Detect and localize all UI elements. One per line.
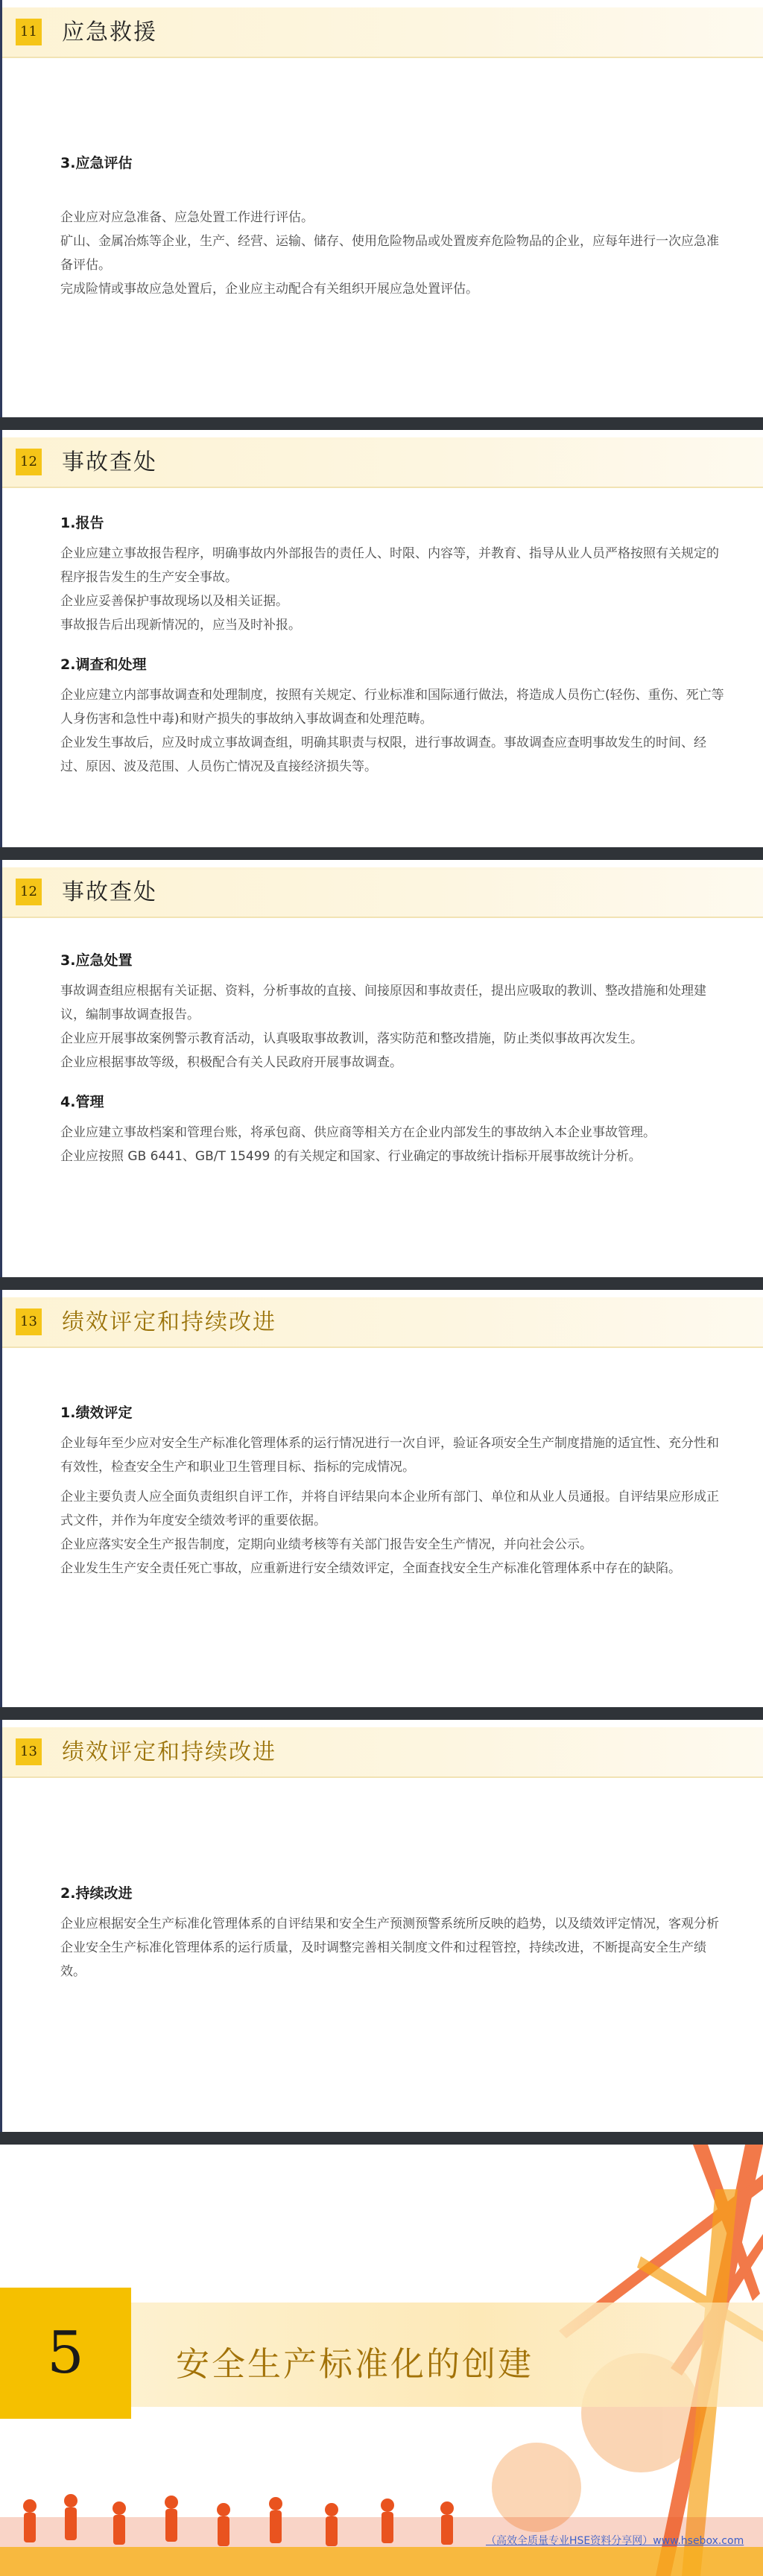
slide-12-accident-investigation xyxy=(0,430,763,847)
paragraph: 企业每年至少应对安全生产标准化管理体系的运行情况进行一次自评，验证各项安全生产制度措施的适宜性、充分性和有效性，检查安全生产和职业卫生管理目标、指标的完成情况。 xyxy=(60,1436,719,1475)
paragraph: 企业应根据事故等级，积极配合有关人民政府开展事故调查。 xyxy=(60,1055,402,1070)
paragraph: 企业主要负责人应全面负责组织自评工作，并将自评结果向本企业所有部门、单位和从业人员通报。自评结果应形成正式文件，并作为年度安全绩效考评的重要依据。 xyxy=(60,1490,719,1528)
chapter-number: 5 xyxy=(47,2320,84,2387)
section-number-badge: 11 xyxy=(16,19,42,45)
section-heading: 2.持续改进 xyxy=(60,1885,133,1902)
slide-content xyxy=(60,1882,731,1984)
slide-11-emergency-rescue xyxy=(0,0,763,417)
slide-divider xyxy=(0,1707,763,1720)
slide-title: 事故查处 xyxy=(62,879,157,905)
slide-title: 事故查处 xyxy=(62,449,157,475)
slide-content xyxy=(60,512,731,779)
paragraph: 企业应建立事故档案和管理台账，将承包商、供应商等相关方在企业内部发生的事故纳入本企业事故管理。 xyxy=(60,1125,656,1140)
slide-12-accident-investigation-cont xyxy=(0,860,763,1277)
slide-divider xyxy=(0,2132,763,2145)
paragraph: 事故调查组应根据有关证据、资料，分析事故的直接、间接原因和事故责任，提出应吸取的教训、整改措施和处理建议，编制事故调查报告。 xyxy=(60,984,706,1022)
paragraph: 企业应根据安全生产标准化管理体系的自评结果和安全生产预测预警系统所反映的趋势，以及绩效评定情况，客观分析企业安全生产标准化管理体系的运行质量，及时调整完善相关制度文件和过程管控，持续改进，不断提高安全生产绩效。 xyxy=(60,1917,719,1979)
section-number-badge: 13 xyxy=(16,1738,42,1765)
slide-divider xyxy=(0,417,763,430)
slide-content xyxy=(60,949,731,1168)
section-heading: 3.应急评估 xyxy=(60,155,133,171)
paragraph: 企业应开展事故案例警示教育活动，认真吸取事故教训，落实防范和整改措施，防止类似事故再次发生。 xyxy=(60,1031,643,1046)
section-heading: 3.应急处置 xyxy=(60,952,133,969)
paragraph: 企业应对应急准备、应急处置工作进行评估。 xyxy=(60,210,314,225)
paragraph: 矿山、金属冶炼等企业，生产、经营、运输、储存、使用危险物品或处置废弃危险物品的企业，应每年进行一次应急准备评估。 xyxy=(60,234,719,273)
paragraph: 企业应落实安全生产报告制度，定期向业绩考核等有关部门报告安全生产情况，并向社会公示。 xyxy=(60,1537,592,1552)
slide-divider xyxy=(0,847,763,860)
paragraph: 事故报告后出现新情况的，应当及时补报。 xyxy=(60,618,301,633)
paragraph: 企业应建立事故报告程序，明确事故内外部报告的责任人、时限、内容等，并教育、指导从业人员严格按照有关规定的程序报告发生的生产安全事故。 xyxy=(60,546,719,585)
slide-title: 绩效评定和持续改进 xyxy=(62,1739,276,1765)
slide-title: 应急救援 xyxy=(62,19,157,45)
slide-title: 绩效评定和持续改进 xyxy=(62,1309,276,1335)
slide-13-continuous-improvement xyxy=(0,1720,763,2137)
paragraph: 企业应妥善保护事故现场以及相关证据。 xyxy=(60,594,288,609)
section-number-badge: 12 xyxy=(16,879,42,905)
paragraph: 企业发生事故后，应及时成立事故调查组，明确其职责与权限，进行事故调查。事故调查应查明事故发生的时间、经过、原因、波及范围、人员伤亡情况及直接经济损失等。 xyxy=(60,735,706,774)
slide-13-performance-evaluation xyxy=(0,1290,763,1707)
footer-link[interactable]: （高效全质量专业HSE资料分享网）www.hsebox.com xyxy=(486,2535,744,2547)
slide-content xyxy=(60,1402,731,1580)
chapter-title-slide xyxy=(0,2145,763,2576)
section-number-badge: 13 xyxy=(16,1308,42,1335)
section-heading: 4.管理 xyxy=(60,1094,104,1110)
paragraph: 企业应建立内部事故调查和处理制度，按照有关规定、行业标准和国际通行做法，将造成人员伤亡(轻伤、重伤、死亡等人身伤害和急性中毒)和财产损失的事故纳入事故调查和处理范畴。 xyxy=(60,688,724,727)
paragraph: 企业发生生产安全责任死亡事故，应重新进行安全绩效评定，全面查找安全生产标准化管理体系中存在的缺陷。 xyxy=(60,1561,681,1576)
section-heading: 2.调查和处理 xyxy=(60,656,147,673)
slide-divider xyxy=(0,1277,763,1290)
section-heading: 1.报告 xyxy=(60,515,104,531)
paragraph: 完成险情或事故应急处置后，企业应主动配合有关组织开展应急处置评估。 xyxy=(60,282,478,297)
slide-content xyxy=(60,152,731,301)
chapter-title: 安全生产标准化的创建 xyxy=(176,2344,534,2384)
section-heading: 1.绩效评定 xyxy=(60,1405,133,1421)
section-number-badge: 12 xyxy=(16,449,42,475)
paragraph: 企业应按照 GB 6441、GB/T 15499 的有关规定和国家、行业确定的事故统计指标开展事故统计分析。 xyxy=(60,1149,642,1164)
